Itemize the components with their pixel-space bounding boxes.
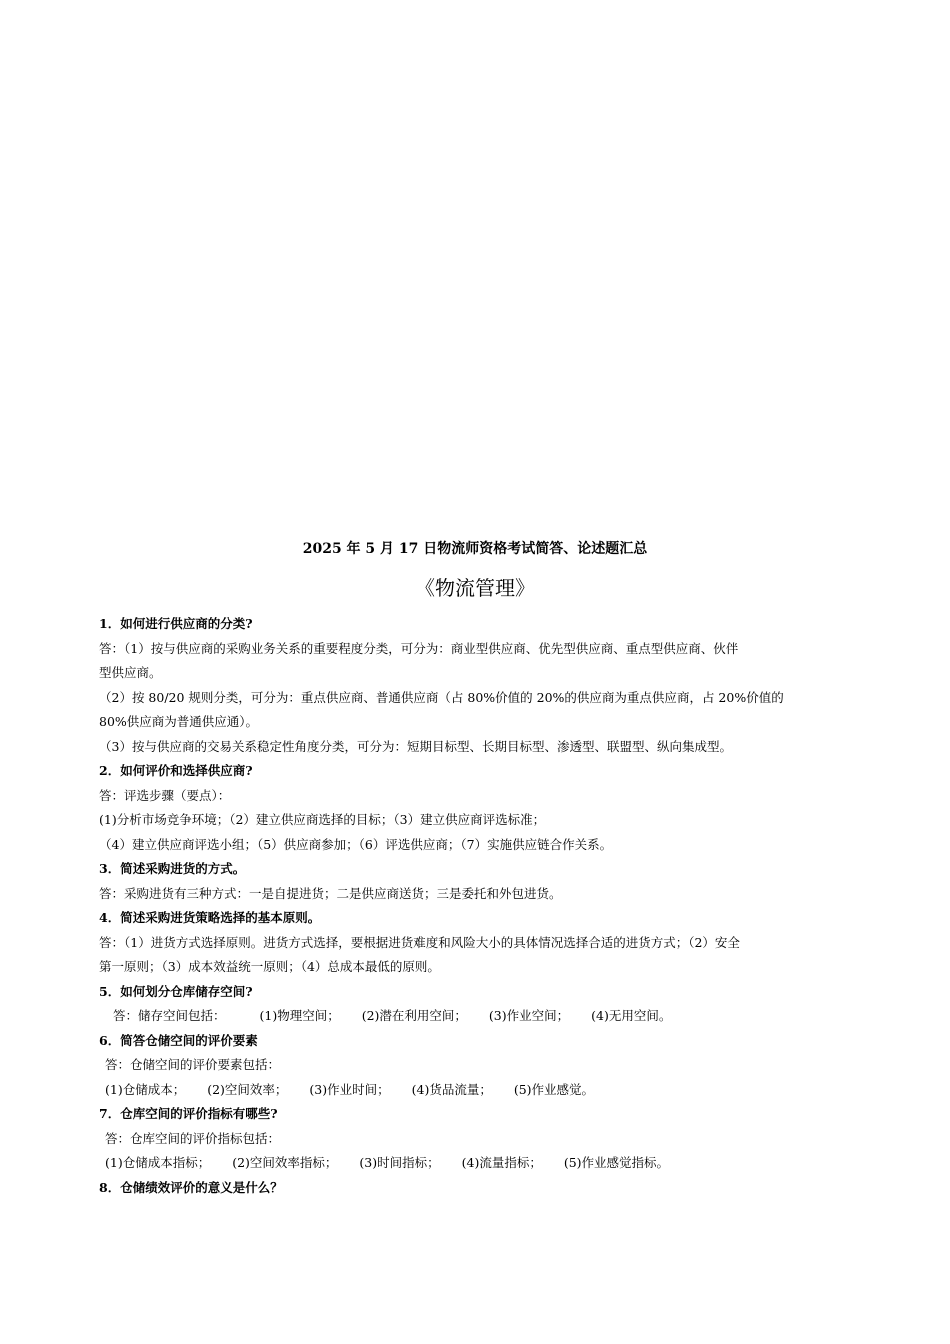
answer-item: (4)无用空间。 [591, 1008, 672, 1023]
answer-line: （3）按与供应商的交易关系稳定性角度分类，可分为：短期目标型、长期目标型、渗透型、联盟型、纵向集成型。 [99, 738, 732, 754]
answer-line: (1)分析市场竞争环境；（2）建立供应商选择的目标；（3）建立供应商评选标准； [99, 812, 546, 827]
question-heading: 3．简述采购进货的方式。 [99, 861, 246, 876]
document-subtitle: 《物流管理》 [415, 576, 535, 600]
answer-item: (1)仓储成本指标； [105, 1155, 211, 1170]
question-heading: 2．如何评价和选择供应商? [99, 763, 253, 778]
answer-line: 答：（1）进货方式选择原则。进货方式选择，要根据进货难度和风险大小的具体情况选择合适的进货方式；（2）安全 [99, 934, 740, 950]
answer-line: 答：仓储空间的评价要素包括： [105, 1057, 281, 1072]
document-title: 2025 年 5 月 17 日物流师资格考试简答、论述题汇总 [302, 541, 648, 557]
question-heading: 6．简答仓储空间的评价要素 [99, 1032, 258, 1048]
answer-line: 答：（1）按与供应商的采购业务关系的重要程度分类，可分为：商业型供应商、优先型供应商、重点型供应商、伙伴 [99, 640, 739, 656]
answer-line: 答：采购进货有三种方式：一是自提进货；二是供应商送货；三是委托和外包进货。 [99, 885, 562, 901]
question-heading: 4．简述采购进货策略选择的基本原则。 [99, 910, 321, 925]
answer-intro: 答：储存空间包括： [113, 1008, 226, 1023]
answer-line [99, 1151, 851, 1176]
answer-item: (2)空间效率指标； [232, 1155, 338, 1170]
answer-line [99, 1004, 851, 1029]
answer-item: (4)货品流量； [411, 1081, 492, 1097]
answer-line: 第一原则；（3）成本效益统一原则；（4）总成本最低的原则。 [99, 959, 440, 974]
answer-line: 答：仓库空间的评价指标包括： [105, 1130, 281, 1146]
answer-line: （2）按 80/20 规则分类，可分为：重点供应商、普通供应商（占 80%价值的 20%的供应商为重点供应商，占 20%价值的 [99, 689, 784, 705]
answer-item: (1)仓储成本； [105, 1081, 186, 1097]
answer-item: (4)流量指标； [461, 1155, 542, 1170]
answer-item: (3)作业时间； [309, 1081, 390, 1097]
question-heading: 1．如何进行供应商的分类? [99, 616, 253, 631]
answer-item: (5)作业感觉。 [513, 1081, 595, 1097]
answer-item: (2)空间效率； [207, 1081, 288, 1097]
answer-item: (1)物理空间； [259, 1008, 340, 1023]
answer-line: 答：评选步骤（要点）： [99, 787, 231, 803]
answer-line: 80%供应商为普通供应通）。 [99, 714, 259, 729]
question-heading: 8．仓储绩效评价的意义是什么？ [99, 1179, 283, 1195]
answer-line: （4）建立供应商评选小组；（5）供应商参加；（6）评选供应商；（7）实施供应链合作关系。 [99, 836, 613, 852]
answer-item: (5)作业感觉指标。 [563, 1155, 670, 1170]
question-heading: 5．如何划分仓库储存空间? [99, 983, 253, 999]
answer-line: 型供应商。 [99, 665, 162, 680]
answer-item: (3)作业空间； [488, 1008, 570, 1023]
question-heading: 7．仓库空间的评价指标有哪些? [99, 1106, 278, 1121]
answer-item: (2)潜在利用空间； [361, 1008, 467, 1023]
answer-item: (3)时间指标； [359, 1155, 440, 1170]
document-body [99, 612, 851, 1200]
answer-line [99, 1078, 851, 1103]
